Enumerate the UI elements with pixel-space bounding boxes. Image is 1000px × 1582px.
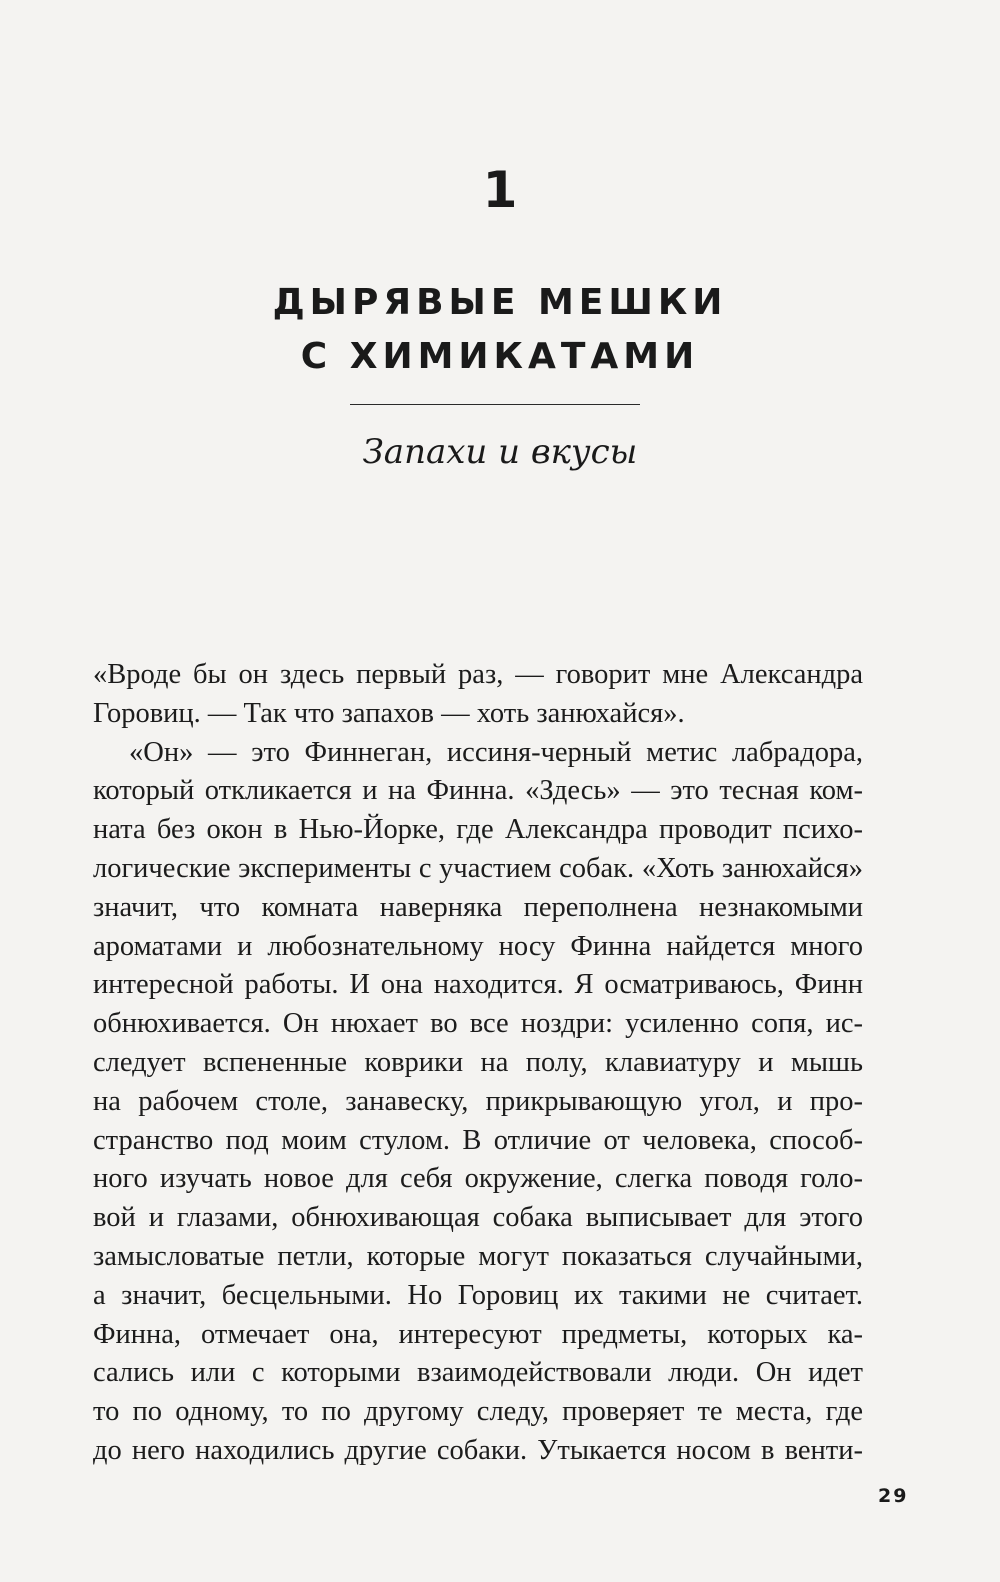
text-line: сались или с которыми взаимодействовали люди. Он идет — [93, 1357, 863, 1389]
text-line: странство под моим стулом. В отличие от человека, способ- — [93, 1124, 863, 1156]
text-line: вой и глазами, обнюхивающая собака выписывает для этого — [93, 1202, 863, 1234]
text-line: интересной работы. И она находится. Я осматриваюсь, Финн — [93, 969, 863, 1001]
text-line: логические эксперименты с участием собак. «Хоть занюхайся» — [93, 852, 863, 884]
text-line: то по одному, то по другому следу, проверяет те места, где — [93, 1396, 863, 1428]
text-line: на рабочем столе, занавеску, прикрывающую угол, и про- — [93, 1085, 863, 1117]
chapter-number: 1 — [482, 161, 518, 219]
chapter-title-line: С ХИМИКАТАМИ — [300, 336, 700, 377]
text-line: «Вроде бы он здесь первый раз, — говорит мне Александра — [93, 659, 863, 690]
text-line: обнюхивается. Он нюхает во все ноздри: усиленно сопя, ис- — [93, 1008, 863, 1040]
text-line: значит, что комната наверняка переполнена незнакомыми — [93, 891, 863, 923]
body-text — [93, 656, 863, 1471]
text-line: до него находились другие собаки. Утыкается носом в венти- — [93, 1434, 863, 1466]
chapter-title-line: ДЫРЯВЫЕ МЕШКИ — [272, 282, 728, 323]
text-line: «Он» — это Финнеган, иссиня-черный метис лабрадора, — [129, 736, 863, 768]
title-divider — [350, 404, 640, 405]
text-line: а значит, бесцельными. Но Горовиц их такими не считает. — [93, 1279, 863, 1311]
text-line: следует вспененные коврики на полу, клавиатуру и мышь — [93, 1046, 863, 1078]
text-line: замысловатые петли, которые могут показаться случайными, — [93, 1240, 863, 1272]
text-line: Горовиц. — Так что запахов — хоть занюхайся». — [93, 697, 685, 729]
text-line: который откликается и на Финна. «Здесь» — это тесная ком- — [93, 775, 863, 807]
text-line: ароматами и любознательному носу Финна найдется много — [93, 930, 863, 962]
chapter-title — [0, 276, 1000, 384]
page-number: 29 — [878, 1485, 909, 1507]
chapter-subtitle: Запахи и вкусы — [362, 432, 638, 472]
text-line: ната без окон в Нью-Йорке, где Александра проводит психо- — [93, 814, 863, 846]
text-line: Финна, отмечает она, интересуют предметы, которых ка- — [93, 1318, 863, 1350]
text-line: ного изучать новое для себя окружение, слегка поводя голо- — [93, 1163, 863, 1195]
